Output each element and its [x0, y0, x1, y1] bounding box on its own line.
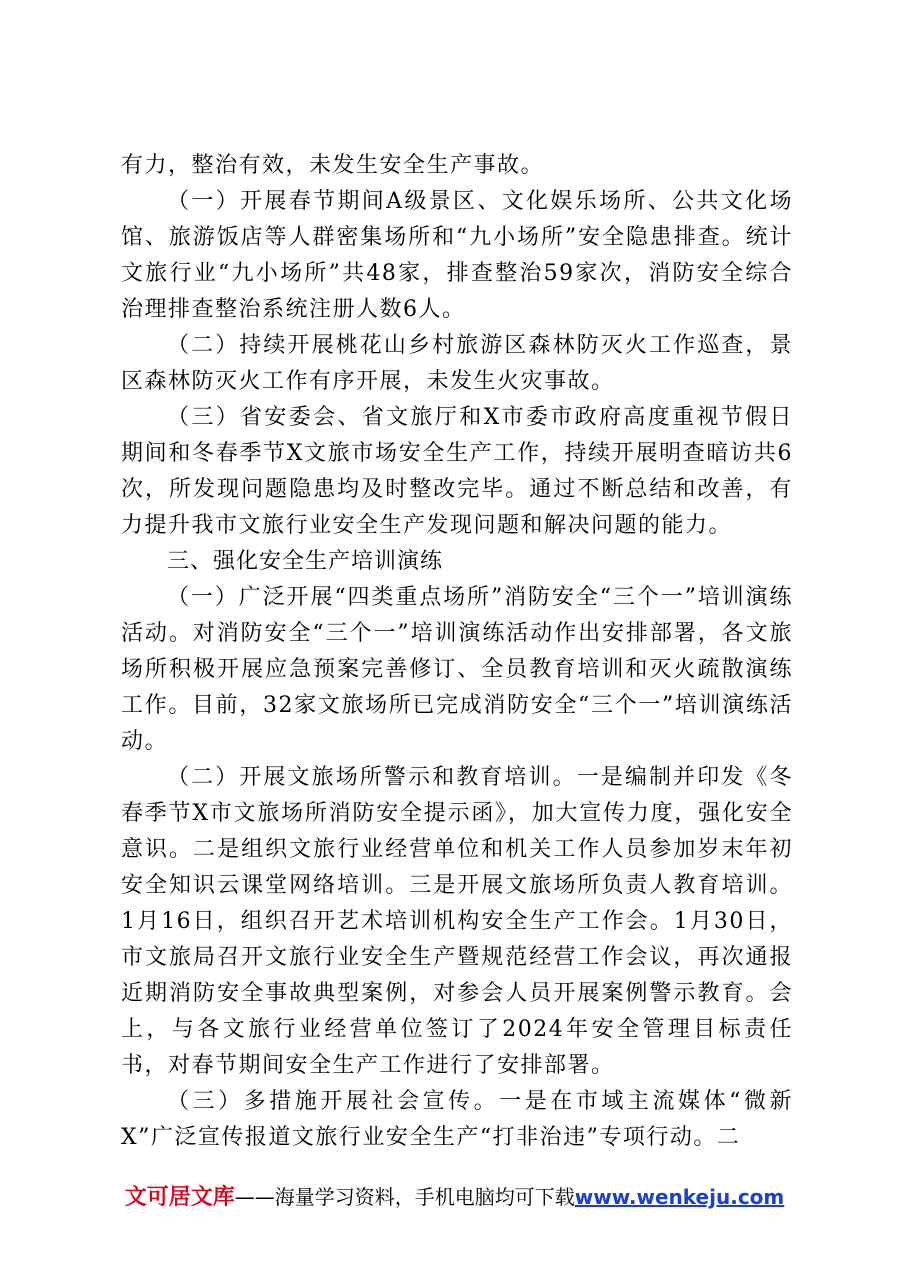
footer-banner — [0, 1180, 909, 1211]
document-body — [121, 148, 793, 1156]
footer-tagline: ——海量学习资料，手机电脑均可下载 — [234, 1185, 575, 1209]
paragraph-continuation: 有力，整治有效，未发生安全生产事故。 — [121, 153, 545, 178]
section-heading: 三、强化安全生产培训演练 — [167, 549, 444, 574]
paragraph-training-1: （一）广泛开展“四类重点场所”消防安全“三个一”培训演练活动。对消防安全“三个一”培训演练活动作出安排部署，各文旅场所积极开展应急预案完善修订、全员教育培训和灭火疏散演练工作。目前，32家文旅场所已完成消防安全“三个一”培训演练活动。 — [121, 585, 793, 754]
footer-link[interactable]: www.wenkeju.com — [574, 1185, 785, 1209]
paragraph-item-3: （三）省安委会、省文旅厅和X市委市政府高度重视节假日期间和冬春季节X文旅市场安全生产工作，持续开展明查暗访共6次，所发现问题隐患均及时整改完毕。通过不断总结和改善，有力提升我市文旅行业安全生产发现问题和解决问题的能力。 — [121, 405, 793, 538]
paragraph-item-1: （一）开展春节期间A级景区、文化娱乐场所、公共文化场馆、旅游饭店等人群密集场所和“九小场所”安全隐患排查。统计文旅行业“九小场所”共48家，排查整治59家次，消防安全综合治理排查整治系统注册人数6人。 — [121, 189, 793, 322]
paragraph-training-3: （三）多措施开展社会宣传。一是在市域主流媒体“微新X”广泛宣传报道文旅行业安全生产“打非治违”专项行动。二 — [121, 1089, 793, 1150]
paragraph-training-2: （二）开展文旅场所警示和教育培训。一是编制并印发《冬春季节X市文旅场所消防安全提示函》，加大宣传力度，强化安全意识。二是组织文旅行业经营单位和机关工作人员参加岁末年初安全知识云课堂网络培训。三是开展文旅场所负责人教育培训。1月16日，组织召开艺术培训机构安全生产工作会。1月30日，市文旅局召开文旅行业安全生产暨规范经营工作会议，再次通报近期消防安全事故典型案例，对参会人员开展案例警示教育。会上，与各文旅行业经营单位签订了2024年安全管理目标责任书，对春节期间安全生产工作进行了安排部署。 — [121, 765, 793, 1078]
footer-brand: 文可居文库 — [124, 1185, 235, 1210]
paragraph-item-2: （二）持续开展桃花山乡村旅游区森林防灭火工作巡查，景区森林防灭火工作有序开展，未发生火灾事故。 — [121, 333, 793, 394]
